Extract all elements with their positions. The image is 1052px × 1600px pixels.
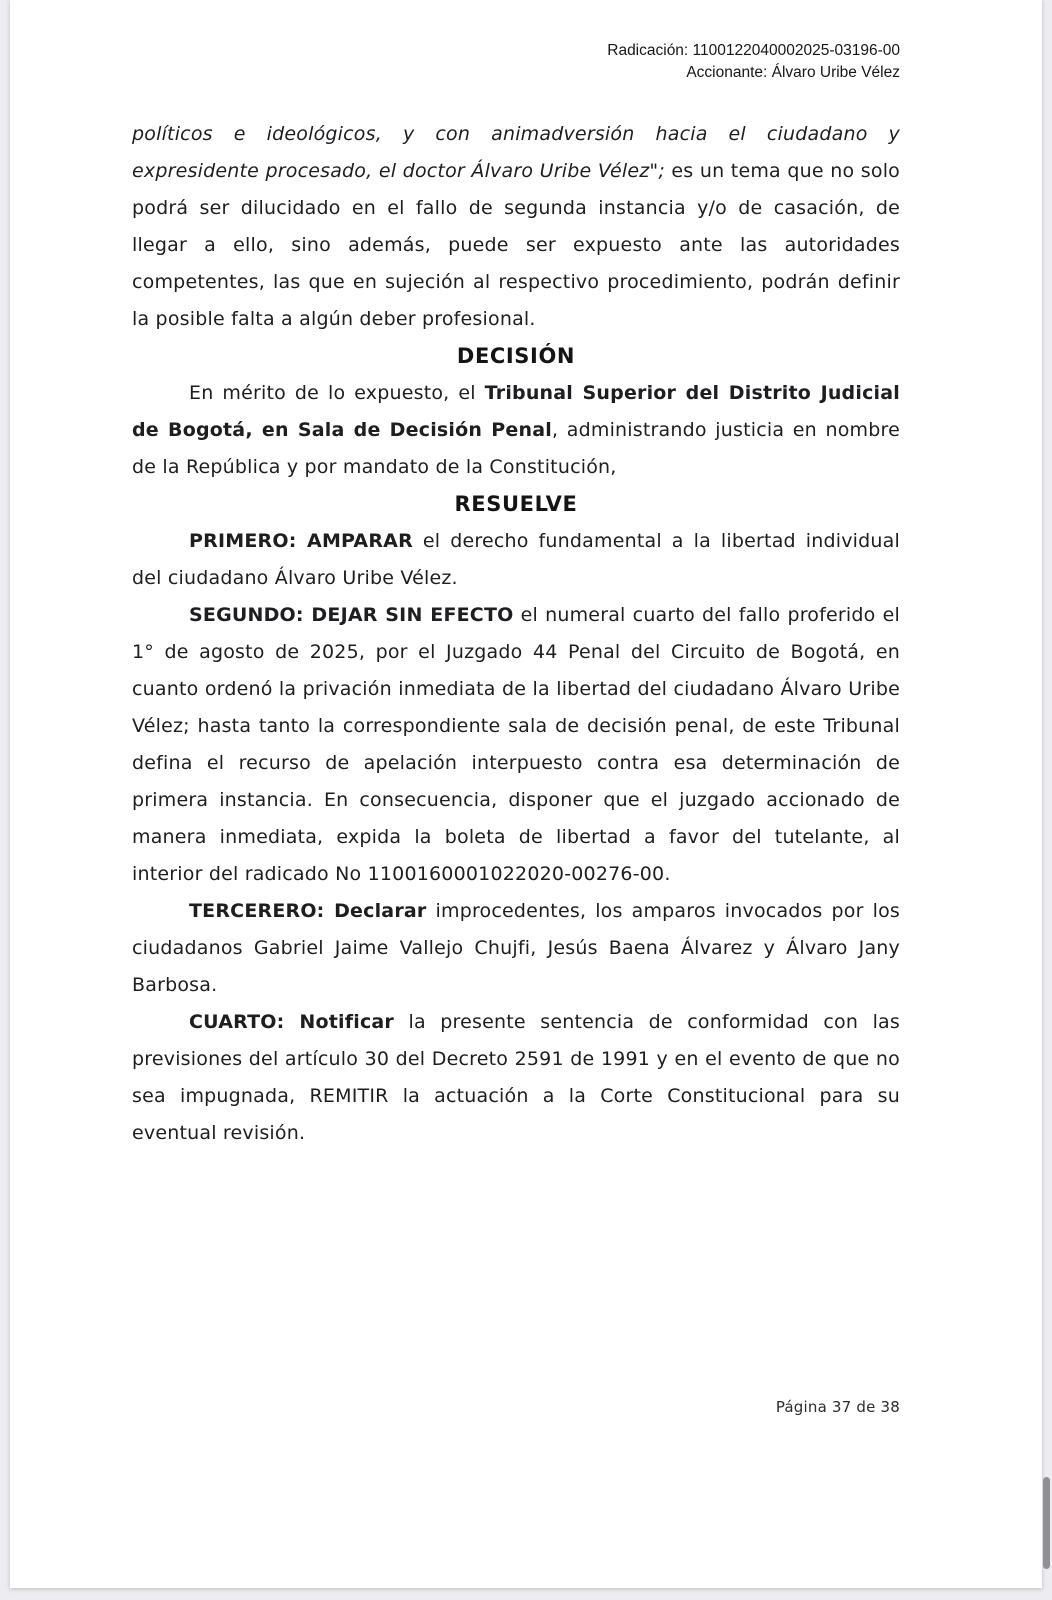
- page-number: Página 37 de 38: [775, 1398, 900, 1416]
- scrollbar-thumb[interactable]: [1043, 1477, 1050, 1569]
- paragraph-primero: PRIMERO: AMPARAR el derecho fundamental a la libertad individual del ciudadano Álvaro Uribe Vélez.: [132, 530, 900, 589]
- paragraph-continuation: políticos e ideológicos, y con animadversión hacia el ciudadano y expresidente procesado, el doctor Álvaro Uribe Vélez"; es un tema que no solo podrá ser dilucidado en el fallo de segunda instancia y/o de casación, de llegar a ello, sino además, puede ser expuesto ante las autoridades competentes, las que en sujeción al respectivo procedimiento, podrán definir la posible falta a algún deber profesional.: [132, 123, 900, 330]
- paragraph-cuarto: CUARTO: Notificar la presente sentencia de conformidad con las previsiones del artículo 30 del Decreto 2591 de 1991 y en el evento de que no sea impugnada, REMITIR la actuación a la Corte Constitucional para su eventual revisión.: [132, 1011, 900, 1144]
- paragraph-en-merito: En mérito de lo expuesto, el Tribunal Superior del Distrito Judicial de Bogotá, en Sala de Decisión Penal, administrando justicia en nombre de la República y por mandato de la Constitución,: [132, 382, 900, 478]
- accionante-line: Accionante: Álvaro Uribe Vélez: [686, 64, 900, 81]
- document-page: [10, 0, 1042, 1588]
- page-header: [607, 40, 900, 84]
- document-body: [132, 116, 900, 1152]
- radicacion-line: Radicación: 1100122040002025-03196-00: [607, 42, 900, 59]
- paragraph-segundo: SEGUNDO: DEJAR SIN EFECTO el numeral cuarto del fallo proferido el 1° de agosto de 2025, por el Juzgado 44 Penal del Circuito de Bogotá, en cuanto ordenó la privación inmediata de la libertad del ciudadano Álvaro Uribe Vélez; hasta tanto la correspondiente sala de decisión penal, de este Tribunal defina el recurso de apelación interpuesto contra esa determinación de primera instancia. En consecuencia, disponer que el juzgado accionado de manera inmediata, expida la boleta de libertad a favor del tutelante, al interior del radicado No 1100160001022020-00276-00.: [132, 604, 900, 885]
- heading-decision: DECISIÓN: [456, 344, 576, 368]
- paragraph-tercerero: TERCERERO: Declarar improcedentes, los amparos invocados por los ciudadanos Gabriel Jaime Vallejo Chujfi, Jesús Baena Álvarez y Álvaro Jany Barbosa.: [132, 900, 900, 996]
- heading-resuelve: RESUELVE: [454, 492, 578, 516]
